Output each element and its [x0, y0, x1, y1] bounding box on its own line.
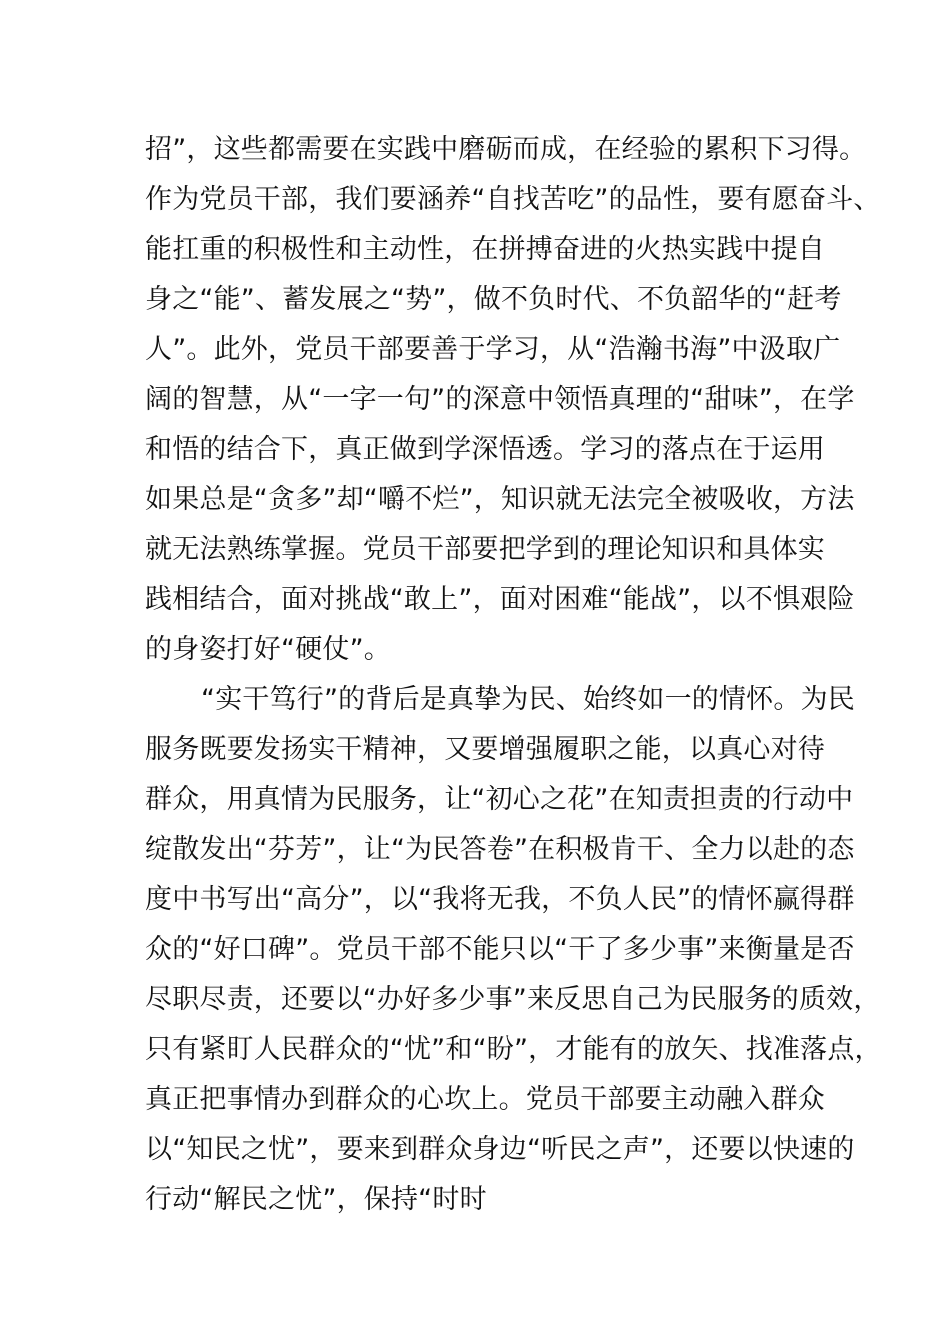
body-text: [145, 125, 882, 1225]
text-line: 度中书写出“高分”，以“我将无我，不负人民”的情怀赢得群: [145, 884, 855, 915]
text-line: 作为党员干部，我们要涵养“自找苦吃”的品性，要有愿奋斗、: [145, 184, 881, 215]
text-line: 人”。此外，党员干部要善于学习，从“浩瀚书海”中汲取广: [145, 334, 841, 365]
text-line: 践相结合，面对挑战“敢上”，面对困难“能战”，以不惧艰险: [145, 584, 855, 615]
text-line: 身之“能”、蓄发展之“势”，做不负时代、不负韶华的“赶考: [145, 284, 842, 315]
text-line: 招”，这些都需要在实践中磨砺而成，在经验的累积下习得。: [145, 134, 867, 165]
text-line: 只有紧盯人民群众的“忧”和“盼”，才能有的放矢、找准落点，: [145, 1034, 882, 1065]
text-line: 群众，用真情为民服务，让“初心之花”在知责担责的行动中: [145, 784, 854, 815]
text-line: 真正把事情办到群众的心坎上。党员干部要主动融入群众: [145, 1084, 825, 1115]
text-line: 和悟的结合下，真正做到学深悟透。学习的落点在于运用: [145, 434, 825, 465]
paragraph-first-line: “实干笃行”的背后是真挚为民、始终如一的情怀。为民: [201, 684, 855, 715]
text-line: 的身姿打好“硬仗”。: [145, 634, 391, 665]
text-line: 能扛重的积极性和主动性，在拼搏奋进的火热实践中提自: [145, 234, 825, 265]
text-line: 绽散发出“芬芳”，让“为民答卷”在积极肯干、全力以赴的态: [145, 834, 855, 865]
text-line: 服务既要发扬实干精神，又要增强履职之能，以真心对待: [145, 734, 825, 765]
text-line: 如果总是“贪多”却“嚼不烂”，知识就无法完全被吸收，方法: [145, 484, 855, 515]
text-line: 就无法熟练掌握。党员干部要把学到的理论知识和具体实: [145, 534, 825, 565]
text-line: 行动“解民之忧”，保持“时时: [145, 1184, 487, 1215]
text-line: 尽职尽责，还要以“办好多少事”来反思自己为民服务的质效，: [145, 984, 881, 1015]
text-line: 以“知民之忧”，要来到群众身边“听民之声”，还要以快速的: [145, 1134, 855, 1165]
text-line: 众的“好口碑”。党员干部不能只以“干了多少事”来衡量是否: [145, 934, 855, 965]
text-line: 阔的智慧，从“一字一句”的深意中领悟真理的“甜味”，在学: [145, 384, 855, 415]
